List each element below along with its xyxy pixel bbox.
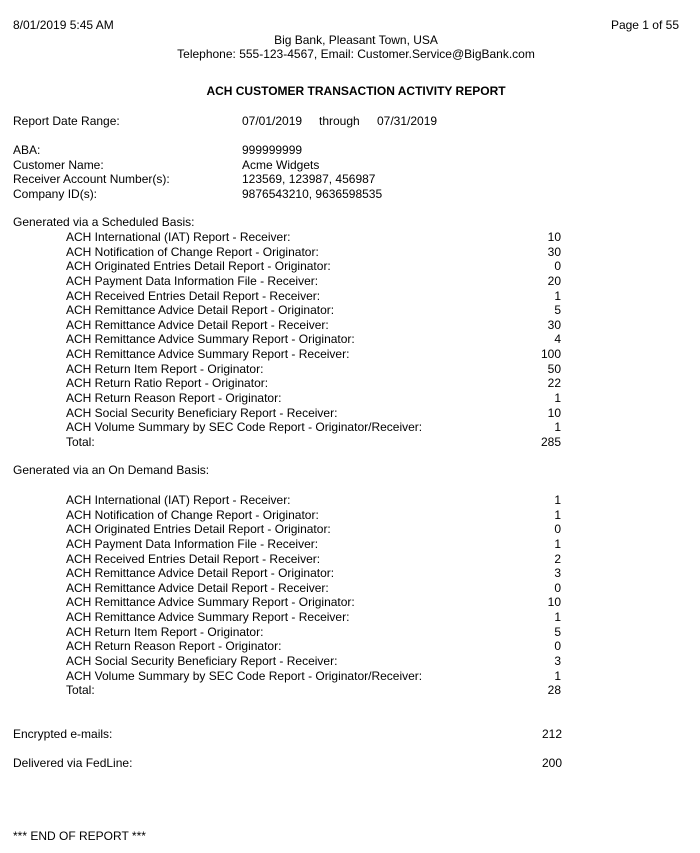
scheduled-report-row — [0, 347, 700, 362]
on-demand-report-row-label: ACH Payment Data Information File - Receiver: — [66, 536, 319, 551]
scheduled-report-row — [0, 245, 700, 260]
date-range-through: through — [319, 114, 360, 128]
on-demand-report-row-value: 1 — [554, 507, 561, 522]
customer-field — [0, 187, 700, 202]
scheduled-report-row-label: ACH Remittance Advice Summary Report - Originator: — [66, 332, 355, 347]
on-demand-report-row-value: 3 — [554, 566, 561, 581]
scheduled-report-row-label: ACH Return Reason Report - Originator: — [66, 390, 282, 405]
scheduled-report-row-value: 0 — [554, 259, 561, 274]
scheduled-report-row-value: 10 — [547, 230, 561, 244]
scheduled-report-row-label: Total: — [66, 434, 95, 449]
scheduled-heading: Generated via a Scheduled Basis: — [13, 215, 195, 229]
customer-field-label: Customer Name: — [13, 157, 104, 172]
report-title: ACH CUSTOMER TRANSACTION ACTIVITY REPORT — [206, 84, 506, 98]
scheduled-report-row-label: ACH Received Entries Detail Report - Receiver: — [66, 288, 321, 303]
scheduled-report-row-label: ACH Return Ratio Report - Originator: — [66, 376, 269, 391]
on-demand-report-row-value: 1 — [554, 668, 561, 683]
scheduled-report-row — [0, 435, 700, 450]
scheduled-report-row-label: ACH Return Item Report - Originator: — [66, 361, 264, 376]
on-demand-report-row-label: ACH Remittance Advice Detail Report - Receiver: — [66, 580, 329, 595]
on-demand-report-row — [0, 669, 700, 684]
scheduled-report-row — [0, 376, 700, 391]
scheduled-report-row-value: 10 — [547, 405, 561, 420]
on-demand-report-row-label: ACH Notification of Change Report - Originator: — [66, 507, 319, 522]
on-demand-report-row-value: 10 — [547, 595, 561, 610]
scheduled-report-row-value: 285 — [540, 434, 561, 449]
scheduled-report-row-value: 30 — [547, 317, 561, 332]
on-demand-report-row-label: ACH Return Reason Report - Originator: — [66, 639, 282, 654]
on-demand-report-row-label: ACH Return Item Report - Originator: — [66, 624, 264, 639]
on-demand-report-row — [0, 625, 700, 640]
scheduled-report-row — [0, 362, 700, 377]
on-demand-report-row-label: ACH Remittance Advice Summary Report - Originator: — [66, 595, 355, 610]
on-demand-report-row-value: 0 — [554, 580, 561, 595]
fedline-label: Delivered via FedLine: — [13, 756, 133, 770]
scheduled-report-row-label: ACH Volume Summary by SEC Code Report - Originator/Receiver: — [66, 420, 423, 435]
scheduled-report-row — [0, 420, 700, 435]
bank-contact-line: Telephone: 555-123-4567, Email: Customer.Service@BigBank.com — [177, 47, 535, 61]
scheduled-report-row — [0, 274, 700, 289]
scheduled-report-row-value: 20 — [547, 273, 561, 288]
on-demand-report-row-label: ACH Originated Entries Detail Report - Originator: — [66, 522, 331, 537]
encrypted-emails-value: 212 — [541, 727, 562, 741]
customer-field-label: Receiver Account Number(s): — [13, 172, 170, 187]
date-range-label: Report Date Range: — [13, 114, 120, 128]
on-demand-report-row-value: 3 — [554, 653, 561, 668]
customer-field — [0, 143, 700, 158]
on-demand-report-row-value: 5 — [554, 624, 561, 639]
on-demand-report-row — [0, 522, 700, 537]
on-demand-report-row — [0, 566, 700, 581]
on-demand-report-row-label: Total: — [66, 683, 95, 698]
on-demand-report-row — [0, 537, 700, 552]
scheduled-report-row — [0, 303, 700, 318]
on-demand-report-row-value: 0 — [554, 522, 561, 537]
date-range-end: 07/31/2019 — [377, 114, 438, 128]
on-demand-report-row — [0, 654, 700, 669]
scheduled-report-row-label: ACH Notification of Change Report - Originator: — [66, 244, 319, 259]
scheduled-report-row-value: 5 — [554, 303, 561, 318]
scheduled-report-row-value: 22 — [547, 376, 561, 391]
scheduled-report-row — [0, 259, 700, 274]
scheduled-report-row-value: 4 — [554, 332, 561, 347]
scheduled-report-row-label: ACH Originated Entries Detail Report - Originator: — [66, 259, 331, 274]
scheduled-report-row — [0, 406, 700, 421]
scheduled-report-row-value: 1 — [554, 420, 561, 435]
scheduled-report-row-label: ACH International (IAT) Report - Receiver: — [66, 230, 291, 244]
date-range-start: 07/01/2019 — [242, 114, 303, 128]
scheduled-report-row-label: ACH Remittance Advice Detail Report - Originator: — [66, 303, 335, 318]
page-number: Page 1 of 55 — [610, 18, 679, 32]
scheduled-report-row — [0, 289, 700, 304]
scheduled-report-row — [0, 391, 700, 406]
on-demand-report-row-value: 1 — [554, 536, 561, 551]
scheduled-report-row-value: 1 — [554, 288, 561, 303]
on-demand-report-row-label: ACH Remittance Advice Summary Report - Receiver: — [66, 610, 350, 625]
scheduled-report-row-value: 30 — [547, 244, 561, 259]
on-demand-report-row-value: 1 — [554, 493, 561, 507]
on-demand-heading: Generated via an On Demand Basis: — [13, 463, 210, 477]
scheduled-report-row-value: 50 — [547, 361, 561, 376]
end-of-report: *** END OF REPORT *** — [13, 829, 146, 843]
on-demand-report-row — [0, 639, 700, 654]
report-datetime: 8/01/2019 5:45 AM — [13, 18, 114, 32]
scheduled-report-row-label: ACH Remittance Advice Summary Report - Receiver: — [66, 347, 350, 362]
customer-field-label: ABA: — [13, 143, 41, 157]
scheduled-report-row-label: ACH Payment Data Information File - Receiver: — [66, 273, 319, 288]
on-demand-report-row-value: 28 — [547, 683, 561, 698]
fedline-value: 200 — [541, 756, 562, 770]
customer-field — [0, 158, 700, 173]
scheduled-report-row — [0, 332, 700, 347]
customer-field-value: Acme Widgets — [242, 157, 320, 172]
scheduled-report-row-value: 1 — [554, 390, 561, 405]
on-demand-report-row-value: 1 — [554, 610, 561, 625]
scheduled-report-row-value: 100 — [540, 347, 561, 362]
on-demand-report-row-label: ACH Volume Summary by SEC Code Report - Originator/Receiver: — [66, 668, 423, 683]
scheduled-report-row-label: ACH Social Security Beneficiary Report - Receiver: — [66, 405, 338, 420]
on-demand-report-row — [0, 610, 700, 625]
encrypted-emails-label: Encrypted e-mails: — [13, 727, 113, 741]
customer-field-value: 9876543210, 9636598535 — [242, 186, 383, 201]
on-demand-report-row — [0, 683, 700, 698]
customer-field — [0, 172, 700, 187]
on-demand-report-row — [0, 508, 700, 523]
on-demand-report-row-label: ACH Remittance Advice Detail Report - Originator: — [66, 566, 335, 581]
on-demand-report-row-label: ACH Social Security Beneficiary Report - Receiver: — [66, 653, 338, 668]
on-demand-report-row-label: ACH Received Entries Detail Report - Receiver: — [66, 551, 321, 566]
on-demand-report-row — [0, 581, 700, 596]
bank-name-line: Big Bank, Pleasant Town, USA — [274, 33, 438, 47]
on-demand-report-row-value: 0 — [554, 639, 561, 654]
on-demand-report-row-value: 2 — [554, 551, 561, 566]
on-demand-report-row — [0, 552, 700, 567]
customer-field-value: 123569, 123987, 456987 — [242, 172, 376, 187]
scheduled-report-row — [0, 318, 700, 333]
customer-field-label: Company ID(s): — [13, 186, 98, 201]
on-demand-report-row-label: ACH International (IAT) Report - Receiver: — [66, 493, 291, 507]
scheduled-report-row — [0, 230, 700, 245]
customer-field-value: 999999999 — [242, 143, 303, 157]
on-demand-report-row — [0, 493, 700, 508]
on-demand-report-row — [0, 595, 700, 610]
scheduled-report-row-label: ACH Remittance Advice Detail Report - Receiver: — [66, 317, 329, 332]
